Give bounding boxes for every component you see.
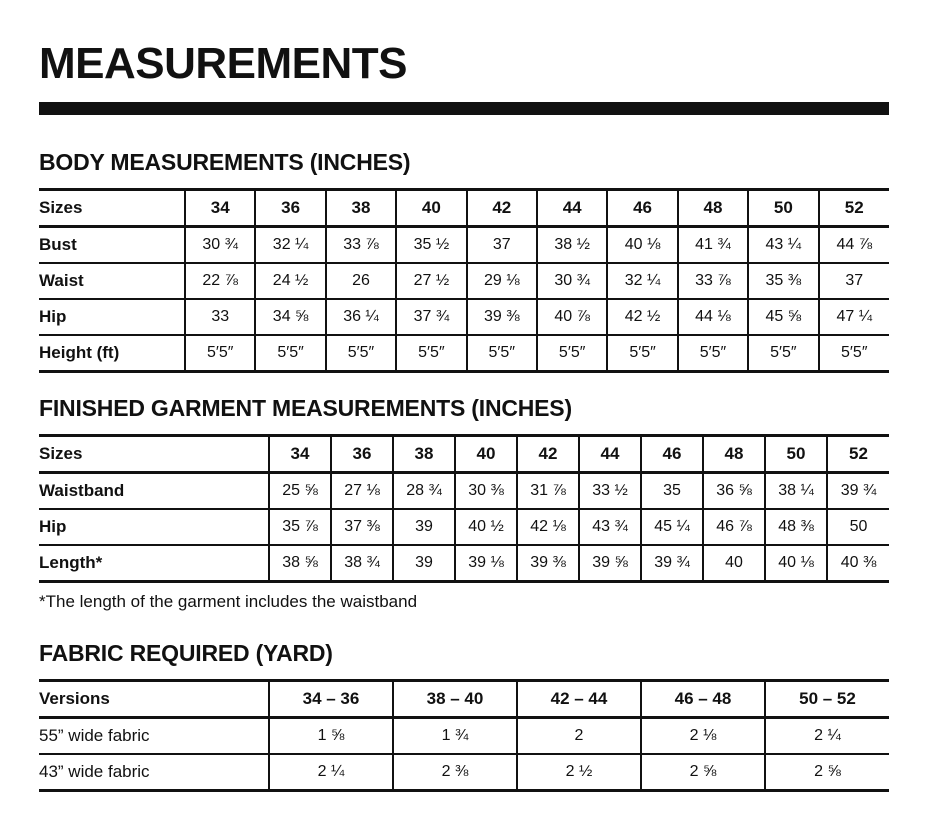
table-cell: 33 ⅞ [678,263,748,299]
table-cell: 1 ⅝ [269,718,393,755]
garment-size-header: 38 [393,436,455,473]
table-cell: 48 ⅜ [765,509,827,545]
table-cell: 41 ¾ [678,227,748,264]
row-label: 55” wide fabric [39,718,269,755]
table-cell: 45 ¼ [641,509,703,545]
garment-header-row [39,436,889,473]
garment-size-header: 44 [579,436,641,473]
garment-header-label: Sizes [39,436,269,473]
table-cell: 42 ⅛ [517,509,579,545]
row-label: Waistband [39,473,269,510]
table-cell: 37 [819,263,889,299]
table-cell: 5′5″ [678,335,748,372]
table-cell: 29 ⅛ [467,263,537,299]
table-cell: 40 ⅛ [765,545,827,582]
fabric-header-row [39,681,889,718]
body-size-header: 52 [819,190,889,227]
garment-row-hip [39,509,889,545]
table-cell: 5′5″ [185,335,255,372]
table-cell: 35 ⅞ [269,509,331,545]
table-cell: 36 ⅝ [703,473,765,510]
table-cell: 37 ¾ [396,299,466,335]
garment-measurements-title: FINISHED GARMENT MEASUREMENTS (INCHES) [39,395,572,421]
table-cell: 36 ¼ [326,299,396,335]
table-cell: 39 ¾ [641,545,703,582]
body-size-header: 34 [185,190,255,227]
table-cell: 39 ¾ [827,473,889,510]
table-cell: 24 ½ [255,263,325,299]
table-cell: 30 ¾ [185,227,255,264]
table-cell: 37 ⅜ [331,509,393,545]
body-size-header: 42 [467,190,537,227]
table-cell: 35 [641,473,703,510]
body-size-header: 50 [748,190,818,227]
body-row-waist [39,263,889,299]
fabric-header-label: Versions [39,681,269,718]
garment-row-waistband [39,473,889,510]
table-cell: 33 ½ [579,473,641,510]
table-cell: 43 ¾ [579,509,641,545]
body-measurements-title: BODY MEASUREMENTS (INCHES) [39,149,411,175]
table-cell: 39 ⅛ [455,545,517,582]
table-cell: 2 ¼ [269,754,393,791]
table-cell: 30 ⅜ [455,473,517,510]
row-label: Bust [39,227,185,264]
table-cell: 5′5″ [467,335,537,372]
table-cell: 28 ¾ [393,473,455,510]
table-cell: 5′5″ [396,335,466,372]
version-header: 46 – 48 [641,681,765,718]
table-cell: 2 ½ [517,754,641,791]
body-header-row [39,190,889,227]
table-cell: 2 ¼ [765,718,889,755]
table-cell: 1 ¾ [393,718,517,755]
page-title: MEASUREMENTS [39,39,408,88]
table-cell: 30 ¾ [537,263,607,299]
version-header: 38 – 40 [393,681,517,718]
fabric-required-table [39,679,889,792]
table-cell: 40 ⅞ [537,299,607,335]
row-label: Height (ft) [39,335,185,372]
table-cell: 31 ⅞ [517,473,579,510]
table-cell: 2 ⅛ [641,718,765,755]
table-cell: 5′5″ [326,335,396,372]
body-measurements-table [39,188,889,373]
table-cell: 39 [393,545,455,582]
table-cell: 44 ⅞ [819,227,889,264]
row-label: Hip [39,299,185,335]
garment-row-length [39,545,889,582]
garment-size-header: 52 [827,436,889,473]
table-cell: 39 ⅝ [579,545,641,582]
table-cell: 39 [393,509,455,545]
table-cell: 35 ½ [396,227,466,264]
body-row-height [39,335,889,372]
table-cell: 50 [827,509,889,545]
row-label: 43” wide fabric [39,754,269,791]
body-row-hip [39,299,889,335]
table-cell: 43 ¼ [748,227,818,264]
garment-size-header: 34 [269,436,331,473]
fabric-required-title: FABRIC REQUIRED (YARD) [39,640,333,666]
body-size-header: 48 [678,190,748,227]
title-divider [39,102,889,115]
table-cell: 40 ⅛ [607,227,677,264]
table-cell: 33 ⅞ [326,227,396,264]
body-size-header: 36 [255,190,325,227]
garment-size-header: 42 [517,436,579,473]
table-cell: 40 [703,545,765,582]
fabric-row-43-wide [39,754,889,791]
table-cell: 47 ¼ [819,299,889,335]
table-cell: 37 [467,227,537,264]
table-cell: 45 ⅝ [748,299,818,335]
row-label: Length* [39,545,269,582]
table-cell: 5′5″ [607,335,677,372]
table-cell: 39 ⅜ [517,545,579,582]
table-cell: 2 ⅝ [641,754,765,791]
table-cell: 2 ⅝ [765,754,889,791]
table-cell: 5′5″ [255,335,325,372]
table-cell: 32 ¼ [607,263,677,299]
table-cell: 34 ⅝ [255,299,325,335]
table-cell: 38 ⅝ [269,545,331,582]
table-cell: 44 ⅛ [678,299,748,335]
garment-size-header: 36 [331,436,393,473]
version-header: 50 – 52 [765,681,889,718]
body-size-header: 38 [326,190,396,227]
table-cell: 39 ⅜ [467,299,537,335]
garment-measurements-table [39,434,889,583]
table-cell: 5′5″ [819,335,889,372]
body-size-header: 46 [607,190,677,227]
table-cell: 32 ¼ [255,227,325,264]
fabric-row-55-wide [39,718,889,755]
table-cell: 25 ⅝ [269,473,331,510]
version-header: 34 – 36 [269,681,393,718]
body-header-label: Sizes [39,190,185,227]
table-cell: 42 ½ [607,299,677,335]
garment-size-header: 48 [703,436,765,473]
table-cell: 2 [517,718,641,755]
table-cell: 27 ⅛ [331,473,393,510]
table-cell: 38 ¾ [331,545,393,582]
table-cell: 5′5″ [537,335,607,372]
body-size-header: 44 [537,190,607,227]
table-cell: 22 ⅞ [185,263,255,299]
length-footnote: *The length of the garment includes the waistband [39,592,418,611]
table-cell: 38 ½ [537,227,607,264]
table-cell: 38 ¼ [765,473,827,510]
row-label: Waist [39,263,185,299]
table-cell: 35 ⅜ [748,263,818,299]
table-cell: 27 ½ [396,263,466,299]
table-cell: 33 [185,299,255,335]
garment-size-header: 46 [641,436,703,473]
garment-size-header: 50 [765,436,827,473]
table-cell: 40 ½ [455,509,517,545]
body-size-header: 40 [396,190,466,227]
table-cell: 46 ⅞ [703,509,765,545]
table-cell: 40 ⅜ [827,545,889,582]
garment-size-header: 40 [455,436,517,473]
version-header: 42 – 44 [517,681,641,718]
table-cell: 2 ⅜ [393,754,517,791]
body-row-bust [39,227,889,264]
table-cell: 5′5″ [748,335,818,372]
row-label: Hip [39,509,269,545]
table-cell: 26 [326,263,396,299]
